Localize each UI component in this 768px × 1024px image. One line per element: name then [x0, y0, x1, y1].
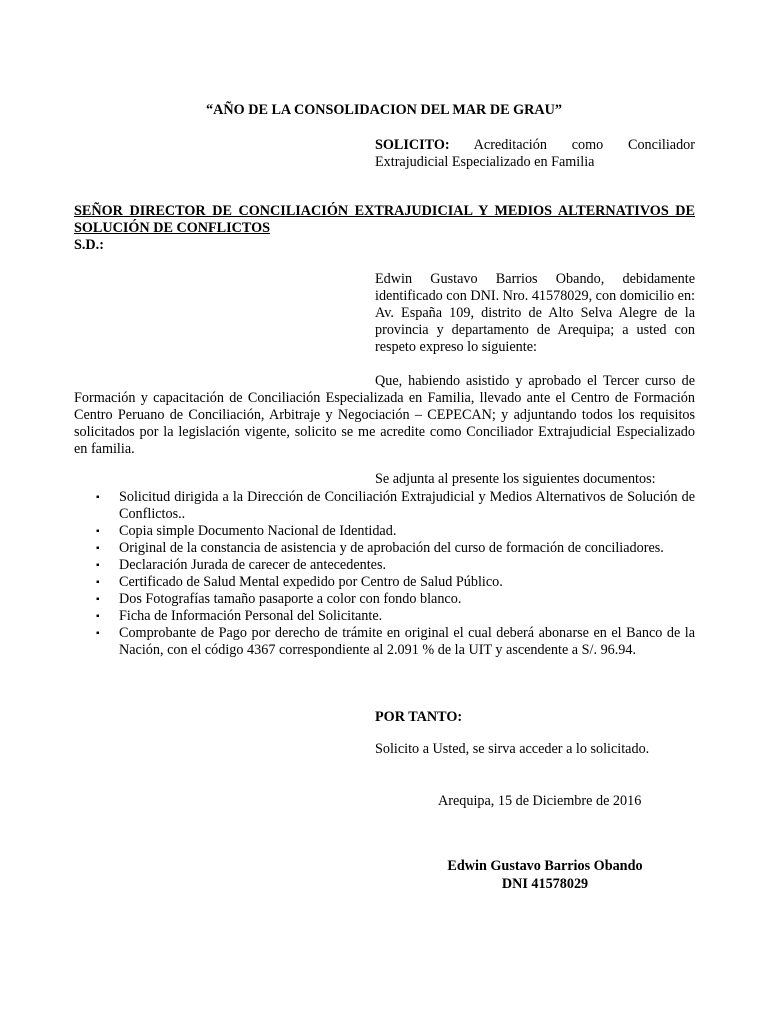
document-heading: “AÑO DE LA CONSOLIDACION DEL MAR DE GRAU” — [206, 102, 562, 118]
request-line: Solicito a Usted, se sirva acceder a lo solicitado. — [375, 741, 650, 757]
attachment-text: Declaración Jurada de carecer de antecedentes. — [119, 557, 387, 573]
sd-line: S.D.: — [74, 237, 104, 253]
body-paragraph: Que, habiendo asistido y aprobado el Tercer curso de Formación y capacitación de Conciliación Especializada en Familia, llevado ante el Centro de Formación Centro Peruano de Conciliación, Arbitraje y Negociación – CEPECAN; y adjuntando todos los requisitos solicitados por la legislación vigente, solicito se me acredite como Conciliador Extrajudicial Especializado en familia. — [74, 373, 695, 457]
place-date: Arequipa, 15 de Diciembre de 2016 — [438, 793, 642, 809]
attachment-text: Solicitud dirigida a la Dirección de Conciliación Extrajudicial y Medios Alternativos de Solución de Conflictos.. — [119, 489, 695, 522]
attachment-text: Certificado de Salud Mental expedido por Centro de Salud Público. — [119, 574, 503, 590]
subject-block — [375, 137, 695, 171]
attachment-text: Copia simple Documento Nacional de Identidad. — [119, 523, 397, 539]
list-item — [74, 540, 695, 557]
bullet-icon: ▪ — [96, 543, 100, 554]
subject-label: SOLICITO: — [375, 137, 450, 153]
list-item — [74, 625, 695, 659]
list-item — [74, 591, 695, 608]
list-item — [74, 489, 695, 523]
list-item — [74, 574, 695, 591]
attachments-intro: Se adjunta al presente los siguientes documentos: — [375, 471, 656, 487]
por-tanto-heading: POR TANTO: — [375, 709, 463, 725]
bullet-icon: ▪ — [96, 560, 100, 571]
applicant-intro: Edwin Gustavo Barrios Obando, debidamente identificado con DNI. Nro. 41578029, con domicilio en: Av. España 109, distrito de Alto Selva Alegre de la provincia y departamento de Arequipa; a usted con respeto expreso lo siguiente: — [375, 271, 695, 355]
attachment-text: Dos Fotografías tamaño pasaporte a color con fondo blanco. — [119, 591, 462, 607]
attachment-text: Original de la constancia de asistencia y de aprobación del curso de formación de conciliadores. — [119, 540, 664, 556]
signature-dni: DNI 41578029 — [501, 876, 589, 892]
bullet-icon: ▪ — [96, 577, 100, 588]
list-item — [74, 608, 695, 625]
subject-text: Acreditación como Conciliador Extrajudicial Especializado en Familia — [375, 137, 695, 170]
bullet-icon: ▪ — [96, 594, 100, 605]
attachments-list — [74, 489, 695, 659]
bullet-icon: ▪ — [96, 492, 100, 503]
bullet-icon: ▪ — [96, 526, 100, 537]
attachment-text: Ficha de Información Personal del Solicitante. — [119, 608, 383, 624]
addressee: SEÑOR DIRECTOR DE CONCILIACIÓN EXTRAJUDICIAL Y MEDIOS ALTERNATIVOS DE SOLUCIÓN DE CONFLICTOS — [74, 203, 695, 236]
bullet-icon: ▪ — [96, 611, 100, 622]
attachment-text: Comprobante de Pago por derecho de trámite en original el cual deberá abonarse en el Banco de la Nación, con el código 4367 correspondiente al 2.091 % de la UIT y ascendente a S/. 96.94. — [119, 625, 695, 658]
list-item — [74, 523, 695, 540]
signature-name: Edwin Gustavo Barrios Obando — [447, 858, 643, 874]
list-item — [74, 557, 695, 574]
bullet-icon: ▪ — [96, 628, 100, 639]
